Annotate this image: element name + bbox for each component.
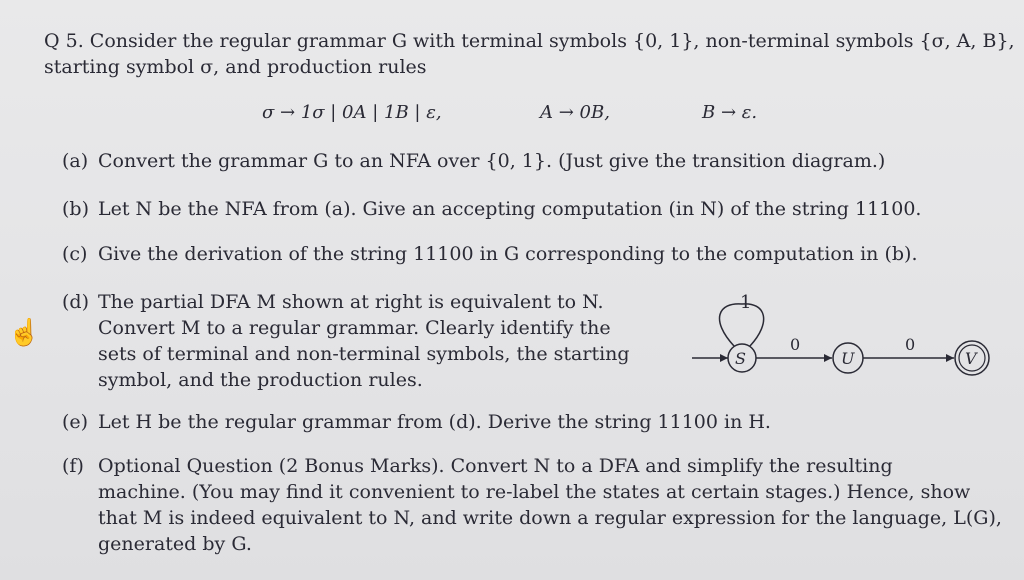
part-c <box>62 243 917 265</box>
dfa-diagram <box>690 282 1010 402</box>
part-d-line-1: The partial DFA M shown at right is equivalent to N. <box>98 291 604 313</box>
part-f-line-3: that M is indeed equivalent to N, and write down a regular expression for the language, L(G), <box>98 507 1002 529</box>
question-header-cont: starting symbol σ, and production rules <box>44 56 427 78</box>
pointing-hand-icon: ☝ <box>8 318 41 348</box>
part-c-text: Give the derivation of the string 11100 in G corresponding to the computation in (b). <box>98 243 918 265</box>
part-a-text: Convert the grammar G to an NFA over {0, 1}. (Just give the transition diagram.) <box>98 150 886 172</box>
edge-s-u-label: 0 <box>790 335 801 354</box>
part-d-label: (d) <box>62 291 89 313</box>
part-c-label: (c) <box>62 243 88 265</box>
state-s-label: S <box>735 349 746 368</box>
edge-u-v-label: 0 <box>905 335 916 354</box>
part-e-label: (e) <box>62 411 89 433</box>
start-arrowhead <box>720 354 728 362</box>
part-e-text: Let H be the regular grammar from (d). Derive the string 11100 in H. <box>98 411 771 433</box>
part-d <box>62 291 604 313</box>
state-u-label: U <box>841 349 855 368</box>
part-f-label: (f) <box>62 455 84 477</box>
production-b: B → ε. <box>702 102 758 123</box>
part-b <box>62 198 921 220</box>
production-sigma: σ → 1σ | 0A | 1B | ε, <box>262 102 442 123</box>
question-header: Q 5. Consider the regular grammar G with terminal symbols {0, 1}, non-terminal symbols {σ, A, B}, <box>44 30 1015 52</box>
part-a <box>62 150 885 172</box>
state-v-label: V <box>965 349 977 368</box>
part-a-label: (a) <box>62 150 89 172</box>
loop-label-1: 1 <box>740 292 752 313</box>
part-f <box>62 455 893 477</box>
part-f-line-2: machine. (You may find it convenient to re-label the states at certain stages.) Hence, show <box>98 481 971 503</box>
part-d-line-3: sets of terminal and non-terminal symbols, the starting <box>98 343 630 365</box>
part-d-line-2: Convert M to a regular grammar. Clearly identify the <box>98 317 611 339</box>
part-b-text: Let N be the NFA from (a). Give an accepting computation (in N) of the string 11100. <box>98 198 922 220</box>
part-d-line-4: symbol, and the production rules. <box>98 369 423 391</box>
part-e <box>62 411 771 433</box>
part-b-label: (b) <box>62 198 89 220</box>
part-f-line-4: generated by G. <box>98 533 252 555</box>
part-f-line-1: Optional Question (2 Bonus Marks). Convert N to a DFA and simplify the resulting <box>98 455 893 477</box>
production-a: A → 0B, <box>540 102 610 123</box>
edge-u-v-arrowhead <box>946 354 954 362</box>
edge-s-u-arrowhead <box>824 354 832 362</box>
